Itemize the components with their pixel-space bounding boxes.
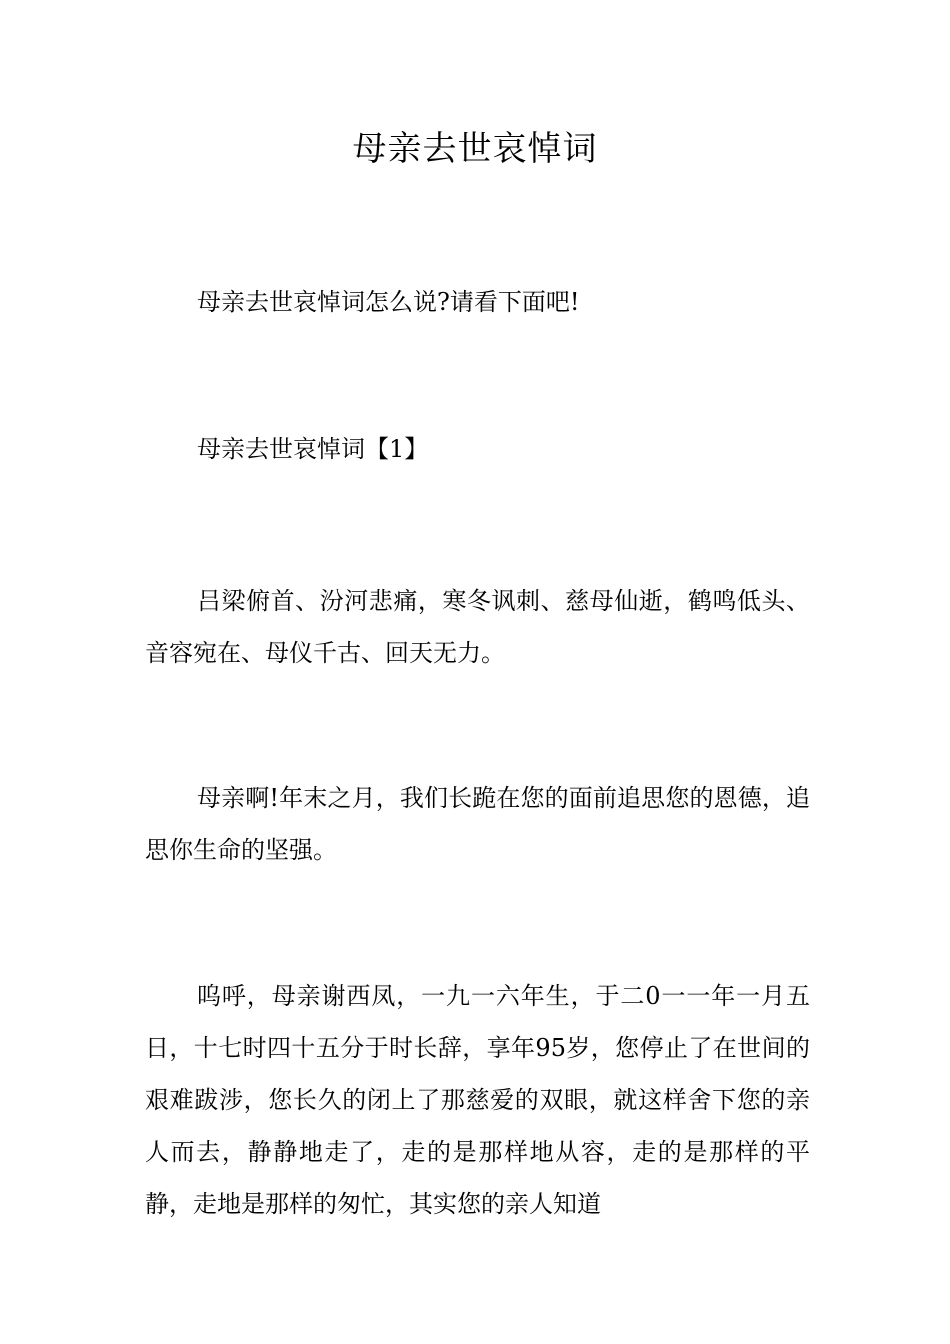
body-paragraph: 吕梁俯首、汾河悲痛，寒冬讽刺、慈母仙逝，鹤鸣低头、音容宛在、母仪千古、回天无力。 <box>145 587 810 667</box>
body-paragraph: 呜呼，母亲谢西凤，一九一六年生，于二0一一年一月五日，十七时四十五分于时长辞，享年95岁，您停止了在世间的艰难跋涉，您长久的闭上了那慈爱的双眼，就这样舍下您的亲人而去，静静地走了，走的是那样地从容，走的是那样的平静，走地是那样的匆忙，其实您的亲人知道 <box>145 982 810 1218</box>
intro-paragraph: 母亲去世哀悼词怎么说?请看下面吧! <box>197 288 580 316</box>
body-paragraph: 母亲啊!年末之月，我们长跪在您的面前追思您的恩德，追思你生命的坚强。 <box>145 784 810 864</box>
document-title: 母亲去世哀悼词 <box>352 129 598 169</box>
section-heading: 母亲去世哀悼词【1】 <box>197 435 429 463</box>
